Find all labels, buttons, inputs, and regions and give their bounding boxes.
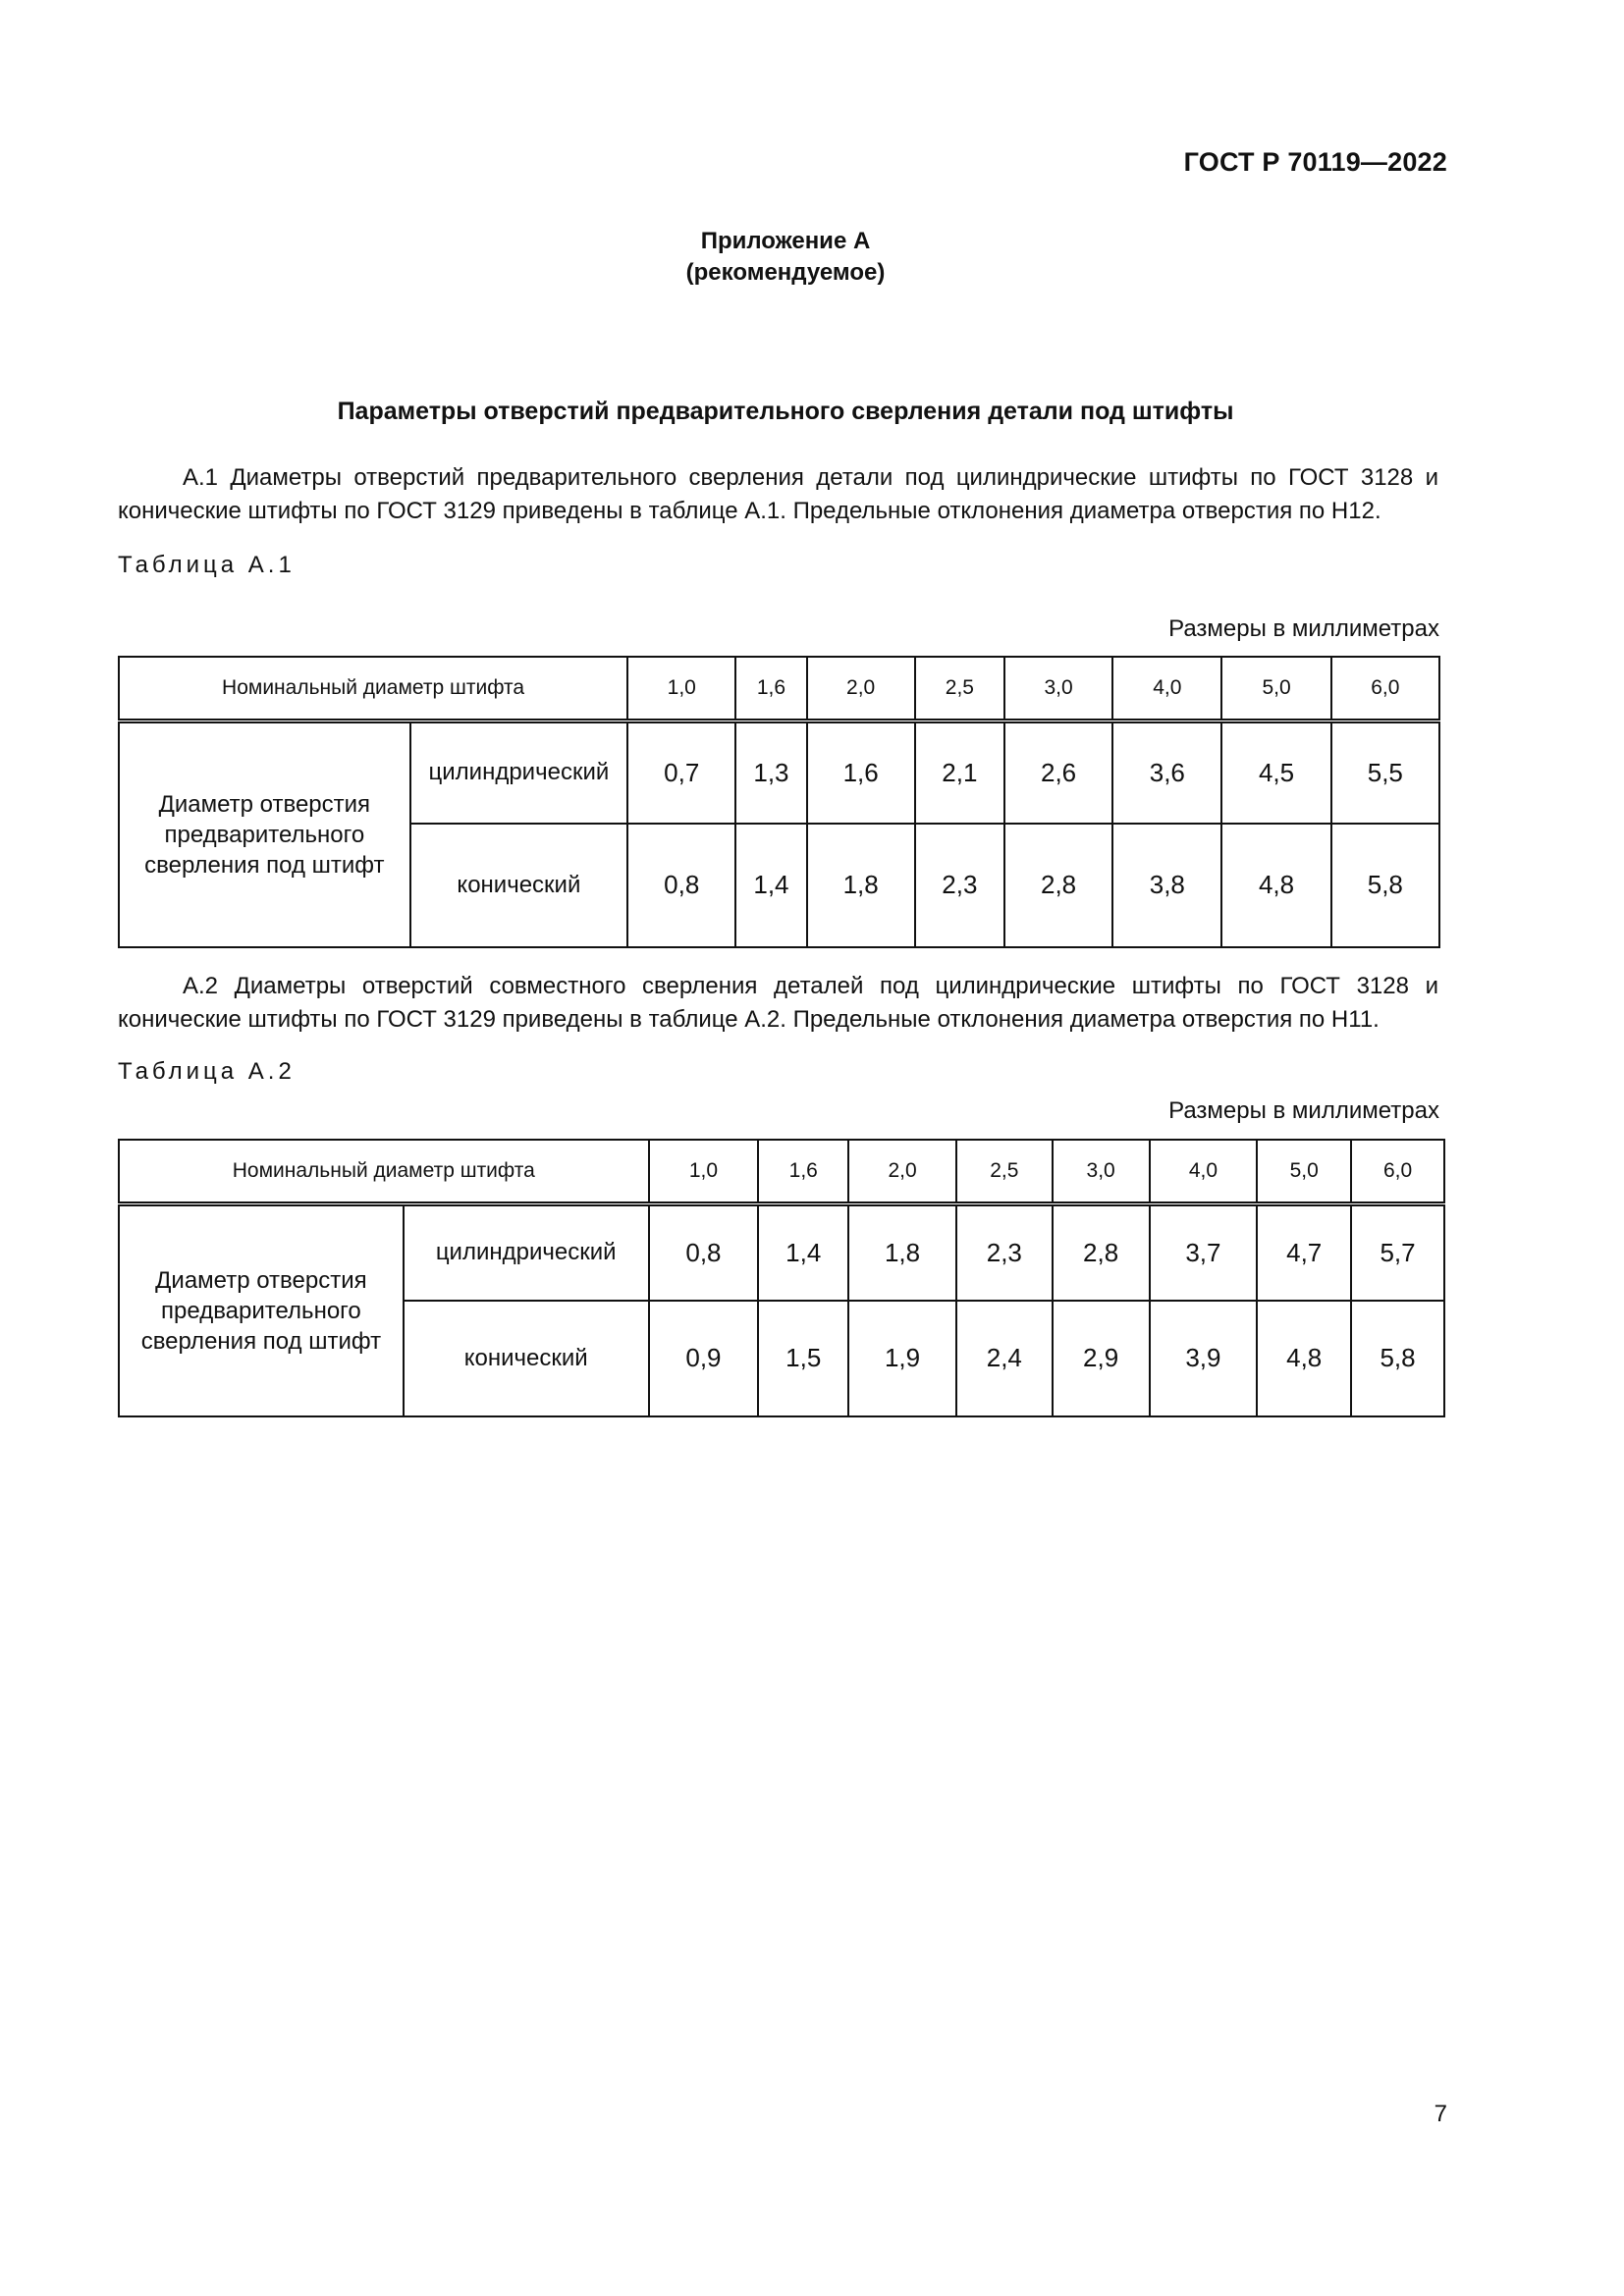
table-a1-header-cell: 1,6 — [735, 657, 806, 721]
table-a1-header-cell: 6,0 — [1331, 657, 1439, 721]
table-a2-header-cell: 3,0 — [1053, 1140, 1150, 1204]
table-a2-header-cell: 4,0 — [1150, 1140, 1258, 1204]
document-code: ГОСТ Р 70119—2022 — [1183, 147, 1447, 177]
table-a1-cell: 0,7 — [627, 721, 735, 824]
table-a1 — [118, 656, 1440, 948]
paragraph-a2-text: А.2 Диаметры отверстий совместного сверления деталей под цилиндрические штифты по ГОСТ 3128 и конические штифты по ГОСТ 3129 приведены в таблице А.2. Предельные отклонения диаметра отверстия по Н11. — [118, 973, 1438, 1033]
appendix-title: Приложение А — [700, 228, 871, 254]
table-a1-row — [119, 721, 1439, 824]
table-a1-cell: 0,8 — [627, 824, 735, 947]
table-a1-header-cell: 2,5 — [915, 657, 1004, 721]
table-a1-cell: 2,3 — [915, 824, 1004, 947]
table-a2-header-cell: 6,0 — [1351, 1140, 1444, 1204]
table-a2-cell: 0,8 — [649, 1204, 759, 1301]
table-a1-header-cell: 3,0 — [1004, 657, 1112, 721]
table-a2-header-label: Номинальный диаметр штифта — [119, 1140, 649, 1204]
table-a2-cell: 4,7 — [1257, 1204, 1351, 1301]
table-a1-cell: 4,5 — [1221, 721, 1330, 824]
table-a1-units: Размеры в миллиметрах — [1168, 615, 1439, 642]
table-a2-header-cell: 5,0 — [1257, 1140, 1351, 1204]
table-a2 — [118, 1139, 1445, 1417]
table-a1-header-row — [119, 657, 1439, 721]
appendix-heading — [0, 226, 1571, 289]
table-a1-cell: 2,1 — [915, 721, 1004, 824]
paragraph-a2 — [118, 970, 1438, 1037]
table-a1-cell: 1,8 — [807, 824, 915, 947]
table-a1-cell: 1,3 — [735, 721, 806, 824]
table-a2-header-cell: 1,6 — [758, 1140, 848, 1204]
appendix-subtitle: (рекомендуемое) — [685, 259, 886, 286]
table-a1-row-type: цилиндрический — [410, 721, 627, 824]
table-a2-cell: 2,4 — [956, 1301, 1053, 1416]
table-a2-cell: 1,8 — [848, 1204, 956, 1301]
table-a1-header-cell: 2,0 — [807, 657, 915, 721]
table-a1-header-cell: 1,0 — [627, 657, 735, 721]
table-a2-cell: 0,9 — [649, 1301, 759, 1416]
table-a2-header-cell: 2,5 — [956, 1140, 1053, 1204]
table-a2-cell: 5,7 — [1351, 1204, 1444, 1301]
paragraph-a1-text: А.1 Диаметры отверстий предварительного сверления детали под цилиндрические штифты по ГОСТ 3128 и конические штифты по ГОСТ 3129 приведены в таблице А.1. Предельные отклонения диаметра отверстия по Н12. — [118, 464, 1438, 524]
table-a1-cell: 3,6 — [1112, 721, 1221, 824]
table-a2-row-group-label: Диаметр отверстия предварительного сверления под штифт — [119, 1204, 404, 1416]
table-a2-cell: 5,8 — [1351, 1301, 1444, 1416]
table-a2-cell: 1,5 — [758, 1301, 848, 1416]
table-a1-cell: 3,8 — [1112, 824, 1221, 947]
table-a1-header-label: Номинальный диаметр штифта — [119, 657, 627, 721]
table-a1-cell: 2,8 — [1004, 824, 1112, 947]
table-a2-cell: 2,9 — [1053, 1301, 1150, 1416]
table-a2-cell: 1,9 — [848, 1301, 956, 1416]
table-a1-cell: 2,6 — [1004, 721, 1112, 824]
table-a2-header-cell: 1,0 — [649, 1140, 759, 1204]
table-a1-cell: 4,8 — [1221, 824, 1330, 947]
table-a2-row-type: цилиндрический — [404, 1204, 649, 1301]
table-a2-cell: 4,8 — [1257, 1301, 1351, 1416]
table-a1-header-cell: 4,0 — [1112, 657, 1221, 721]
section-title: Параметры отверстий предварительного сверления детали под штифты — [337, 398, 1234, 425]
table-a2-label: Таблица А.2 — [118, 1058, 296, 1085]
table-a2-cell: 2,8 — [1053, 1204, 1150, 1301]
paragraph-a1 — [118, 461, 1438, 528]
table-a2-cell: 2,3 — [956, 1204, 1053, 1301]
table-a1-row-type: конический — [410, 824, 627, 947]
table-a2-header-row — [119, 1140, 1444, 1204]
table-a2-row — [119, 1204, 1444, 1301]
page-number: 7 — [1434, 2101, 1447, 2127]
table-a1-cell: 1,4 — [735, 824, 806, 947]
table-a2-cell: 1,4 — [758, 1204, 848, 1301]
table-a2-cell: 3,7 — [1150, 1204, 1258, 1301]
table-a2-units: Размеры в миллиметрах — [1168, 1097, 1439, 1124]
table-a2-cell: 3,9 — [1150, 1301, 1258, 1416]
table-a1-row-group-label: Диаметр отверстия предварительного сверления под штифт — [119, 721, 410, 947]
table-a1-label: Таблица А.1 — [118, 552, 296, 578]
table-a1-header-cell: 5,0 — [1221, 657, 1330, 721]
table-a2-row-type: конический — [404, 1301, 649, 1416]
table-a1-cell: 5,5 — [1331, 721, 1439, 824]
table-a2-header-cell: 2,0 — [848, 1140, 956, 1204]
table-a1-cell: 5,8 — [1331, 824, 1439, 947]
table-a1-cell: 1,6 — [807, 721, 915, 824]
